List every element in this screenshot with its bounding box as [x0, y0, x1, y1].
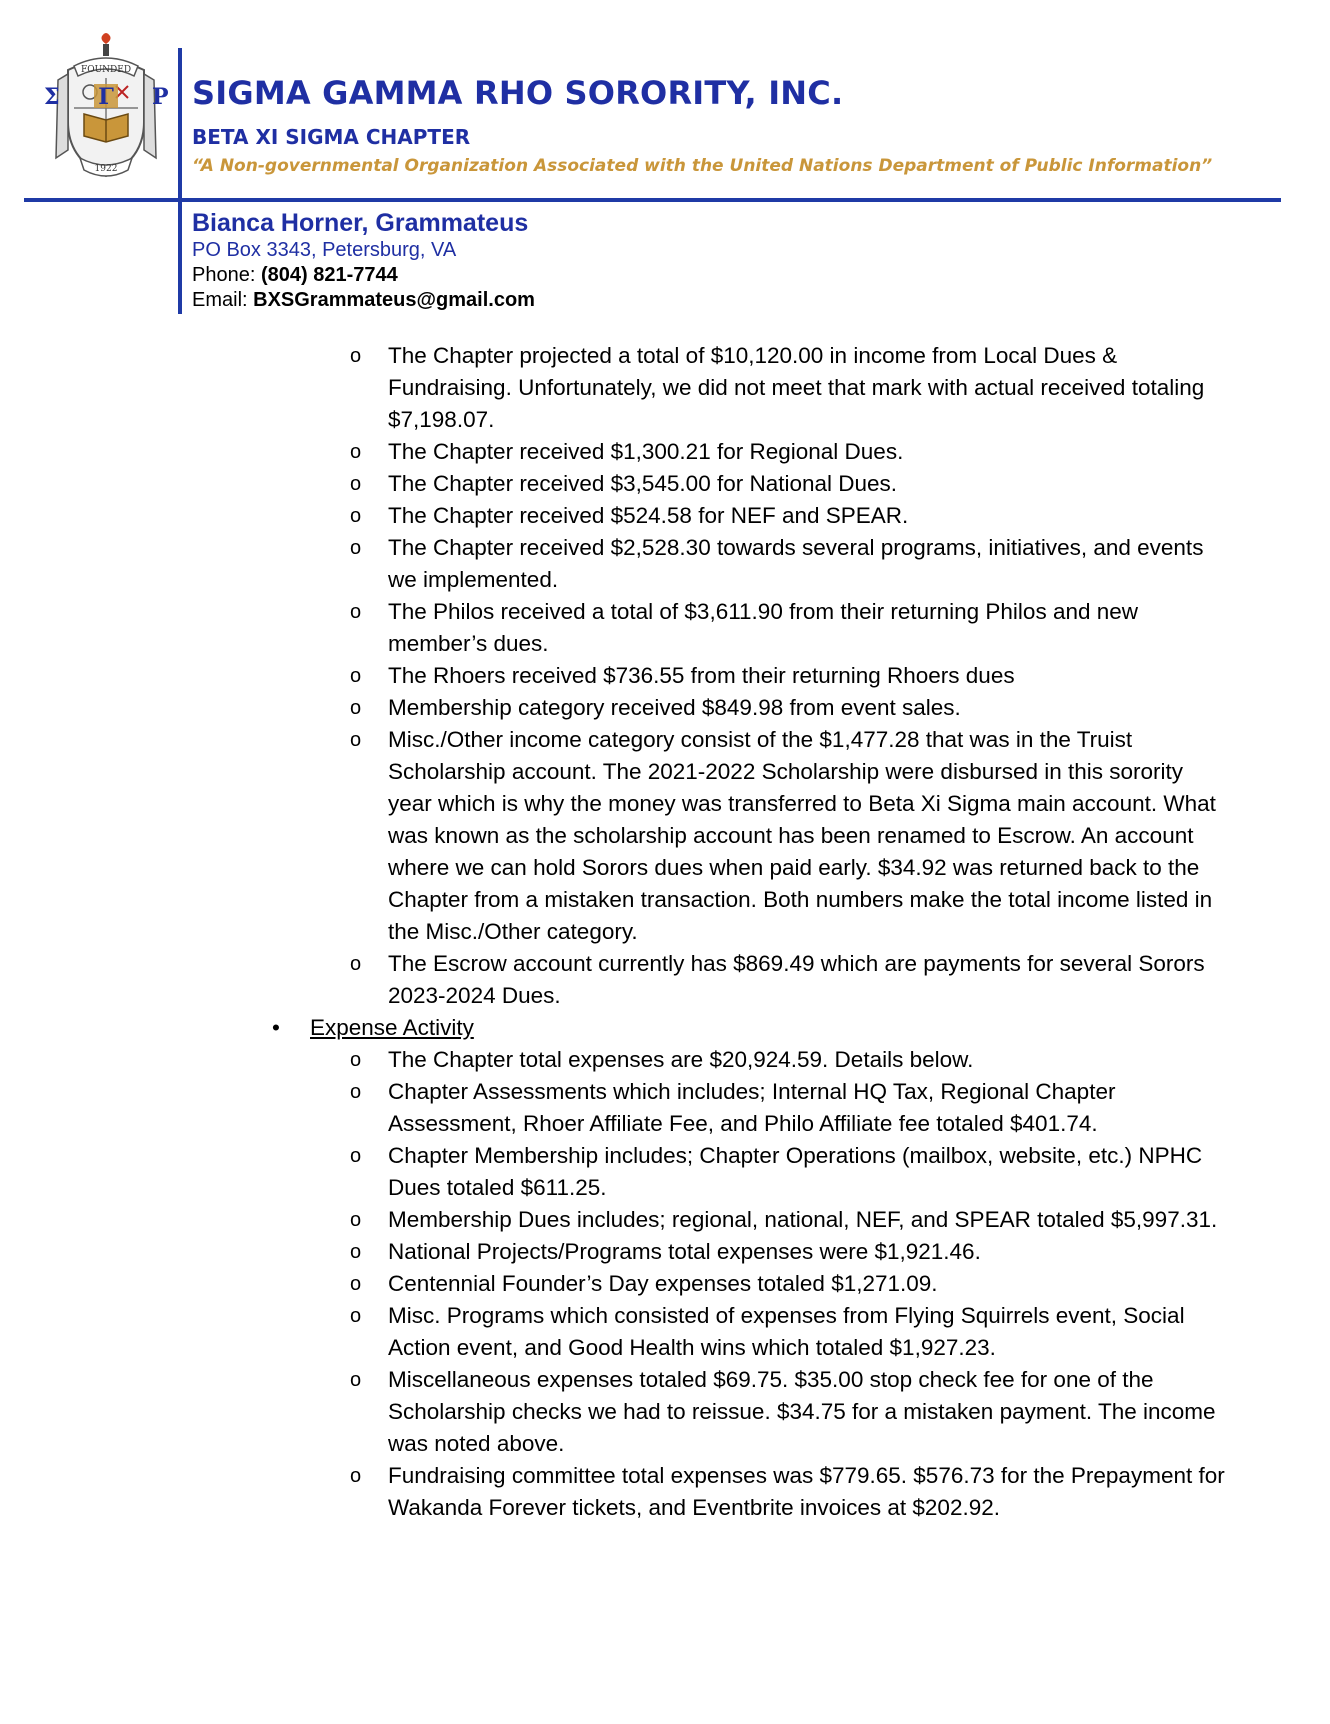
item-text: The Chapter received $3,545.00 for National Dues. — [388, 471, 898, 496]
item-text: Miscellaneous expenses totaled $69.75. $35.00 stop check fee for one of the Scholarship checks we had to reissue. $34.75 for a mistaken payment. The income was noted above. — [388, 1367, 1216, 1456]
sub-bullet-icon: o — [350, 1273, 362, 1295]
income-item — [0, 596, 1228, 660]
income-item — [0, 468, 1228, 500]
crest-founded-text: FOUNDED — [80, 65, 132, 75]
item-text: The Rhoers received $736.55 from their returning Rhoers dues — [388, 663, 1015, 688]
bullet-icon: • — [272, 1015, 280, 1040]
sub-bullet-icon: o — [350, 1209, 362, 1231]
sub-bullet-icon: o — [350, 473, 362, 495]
letterhead-horizontal-rule — [24, 198, 1281, 202]
item-text: The Escrow account currently has $869.49 which are payments for several Sorors 2023-2024 Dues. — [388, 951, 1205, 1008]
sub-bullet-icon: o — [350, 345, 362, 367]
expense-item — [0, 1044, 1228, 1076]
expense-item — [0, 1236, 1228, 1268]
expense-item — [0, 1268, 1228, 1300]
expense-item — [0, 1076, 1228, 1140]
expense-item — [0, 1460, 1228, 1524]
contact-email-line — [192, 288, 535, 313]
contact-name: Bianca Horner, Grammateus — [192, 209, 529, 237]
item-text: The Chapter received $1,300.21 for Regional Dues. — [388, 439, 904, 464]
item-text: Chapter Assessments which includes; Internal HQ Tax, Regional Chapter Assessment, Rhoer Affiliate Fee, and Philo Affiliate fee totaled $401.74. — [388, 1079, 1116, 1136]
sub-bullet-icon: o — [350, 1145, 362, 1167]
item-text: The Chapter projected a total of $10,120.00 in income from Local Dues & Fundraising. Unfortunately, we did not meet that mark with actual received totaling $7,198.07. — [388, 343, 1205, 432]
income-item — [0, 500, 1228, 532]
income-item — [0, 948, 1228, 1012]
income-item — [0, 436, 1228, 468]
sub-bullet-icon: o — [350, 665, 362, 687]
sub-bullet-icon: o — [350, 729, 362, 751]
organization-name: SIGMA GAMMA RHO SORORITY, INC. — [192, 74, 844, 112]
crest-letter-gamma: Γ — [98, 84, 114, 110]
organization-tagline: “A Non-governmental Organization Associated with the United Nations Department of Public Information” — [192, 156, 1213, 176]
expense-activity-heading — [0, 1012, 1330, 1044]
sub-bullet-icon: o — [350, 505, 362, 527]
expense-item — [0, 1300, 1228, 1364]
crest-letter-sigma: Σ — [44, 84, 60, 110]
phone-label: Phone: — [192, 264, 261, 286]
item-text: National Projects/Programs total expenses were $1,921.46. — [388, 1239, 981, 1264]
income-item — [0, 660, 1228, 692]
item-text: Chapter Membership includes; Chapter Operations (mailbox, website, etc.) NPHC Dues totaled $611.25. — [388, 1143, 1203, 1200]
item-text: Membership Dues includes; regional, national, NEF, and SPEAR totaled $5,997.31. — [388, 1207, 1218, 1232]
letterhead-vertical-rule — [178, 48, 182, 314]
item-text: Misc./Other income category consist of the $1,477.28 that was in the Truist Scholarship account. The 2021-2022 Scholarship were disbursed in this sorority year which is why the money was transferred to Beta Xi Sigma main account. What was known as the scholarship account has been renamed to Escrow. An account where we can hold Sorors dues when paid early. $34.92 was returned back to the Chapter from a mistaken transaction. Both numbers make the total income listed in the Misc./Other category. — [388, 727, 1216, 944]
sorority-crest-logo — [40, 30, 172, 190]
item-text: Misc. Programs which consisted of expenses from Flying Squirrels event, Social Action event, and Good Health wins which totaled $1,927.23. — [388, 1303, 1185, 1360]
item-text: Membership category received $849.98 from event sales. — [388, 695, 961, 720]
crest-year-text: 1922 — [94, 164, 118, 174]
income-item — [0, 724, 1228, 948]
contact-block — [192, 208, 535, 313]
contact-address: PO Box 3343, Petersburg, VA — [192, 239, 457, 261]
item-text: The Chapter total expenses are $20,924.59. Details below. — [388, 1047, 974, 1072]
sub-bullet-icon: o — [350, 601, 362, 623]
income-item — [0, 692, 1228, 724]
item-text: The Chapter received $2,528.30 towards several programs, initiatives, and events we implemented. — [388, 535, 1204, 592]
item-text: Fundraising committee total expenses was $779.65. $576.73 for the Prepayment for Wakanda Forever tickets, and Eventbrite invoices at $202.92. — [388, 1463, 1225, 1520]
email-address: BXSGrammateus@gmail.com — [253, 289, 535, 311]
sub-bullet-icon: o — [350, 1081, 362, 1103]
sub-bullet-icon: o — [350, 441, 362, 463]
section-heading: Expense Activity — [310, 1015, 474, 1040]
chapter-name: BETA XI SIGMA CHAPTER — [192, 125, 471, 149]
crest-letter-rho: P — [152, 84, 169, 110]
income-item — [0, 340, 1228, 436]
contact-phone-line — [192, 263, 535, 288]
income-item — [0, 532, 1228, 596]
sub-bullet-icon: o — [350, 1049, 362, 1071]
phone-number: (804) 821-7744 — [260, 264, 398, 286]
sub-bullet-icon: o — [350, 697, 362, 719]
email-label: Email: — [192, 289, 254, 311]
sub-bullet-icon: o — [350, 1465, 362, 1487]
item-text: The Philos received a total of $3,611.90 from their returning Philos and new member’s dues. — [388, 599, 1139, 656]
item-text: The Chapter received $524.58 for NEF and SPEAR. — [388, 503, 909, 528]
sub-bullet-icon: o — [350, 1369, 362, 1391]
item-text: Centennial Founder’s Day expenses totaled $1,271.09. — [388, 1271, 938, 1296]
sub-bullet-icon: o — [350, 537, 362, 559]
expense-item — [0, 1140, 1228, 1204]
expense-item — [0, 1364, 1228, 1460]
sub-bullet-icon: o — [350, 1241, 362, 1263]
sub-bullet-icon: o — [350, 953, 362, 975]
expense-item — [0, 1204, 1228, 1236]
sub-bullet-icon: o — [350, 1305, 362, 1327]
report-body — [0, 340, 1330, 1524]
